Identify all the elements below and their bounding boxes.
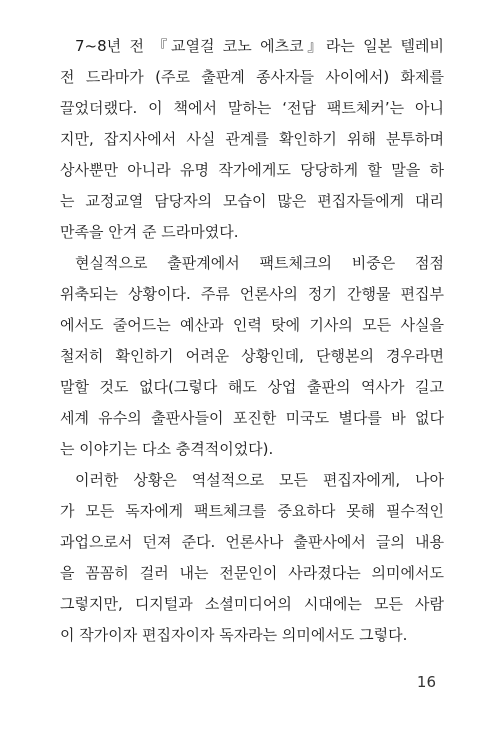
page-number: 16 bbox=[416, 673, 436, 691]
text-line: 끌었더랬다. 이 책에서 말하는 ‘전담 팩트체커’는 아니 bbox=[60, 99, 444, 117]
text-line: 세계 유수의 출판사들이 포진한 미국도 별다를 바 없다 bbox=[60, 409, 444, 427]
paragraph-3 bbox=[60, 465, 444, 651]
paragraph-1 bbox=[60, 31, 444, 248]
text-line: 말할 것도 없다(그렇다 해도 상업 출판의 역사가 길고 bbox=[60, 378, 444, 396]
text-line: 위축되는 상황이다. 주류 언론사의 정기 간행물 편집부 bbox=[60, 285, 444, 303]
text-line: 이 작가이자 편집자이자 독자라는 의미에서도 그렇다. bbox=[60, 626, 408, 644]
paragraph-2 bbox=[60, 248, 444, 465]
text-line: 는 교정교열 담당자의 모습이 많은 편집자들에게 대리 bbox=[60, 192, 444, 210]
text-line: 을 꼼꼼히 걸러 내는 전문인이 사라졌다는 의미에서도 bbox=[60, 564, 444, 582]
text-line: 그렇지만, 디지털과 소셜미디어의 시대에는 모든 사람 bbox=[60, 595, 444, 613]
text-line: 철저히 확인하기 어려운 상황인데, 단행본의 경우라면 bbox=[60, 347, 444, 365]
body-text bbox=[60, 31, 444, 651]
text-line: 지만, 잡지사에서 사실 관계를 확인하기 위해 분투하며 bbox=[60, 130, 444, 148]
text-line: 만족을 안겨 준 드라마였다. bbox=[60, 223, 239, 241]
text-line: 7~8년 전 『교열걸 코노 에츠코』라는 일본 텔레비 bbox=[75, 37, 444, 55]
text-line: 현실적으로 출판계에서 팩트체크의 비중은 점점 bbox=[75, 254, 444, 272]
text-line: 과업으로서 던져 준다. 언론사나 출판사에서 글의 내용 bbox=[60, 533, 444, 551]
text-line: 에서도 줄어드는 예산과 인력 탓에 기사의 모든 사실을 bbox=[60, 316, 444, 334]
text-line: 가 모든 독자에게 팩트체크를 중요하다 못해 필수적인 bbox=[60, 502, 444, 520]
text-line: 상사뿐만 아니라 유명 작가에게도 당당하게 할 말을 하 bbox=[60, 161, 444, 179]
text-line: 전 드라마가 (주로 출판계 종사자들 사이에서) 화제를 bbox=[60, 68, 444, 86]
text-line: 는 이야기는 다소 충격적이었다). bbox=[60, 440, 274, 458]
text-line: 이러한 상황은 역설적으로 모든 편집자에게, 나아 bbox=[75, 471, 444, 489]
